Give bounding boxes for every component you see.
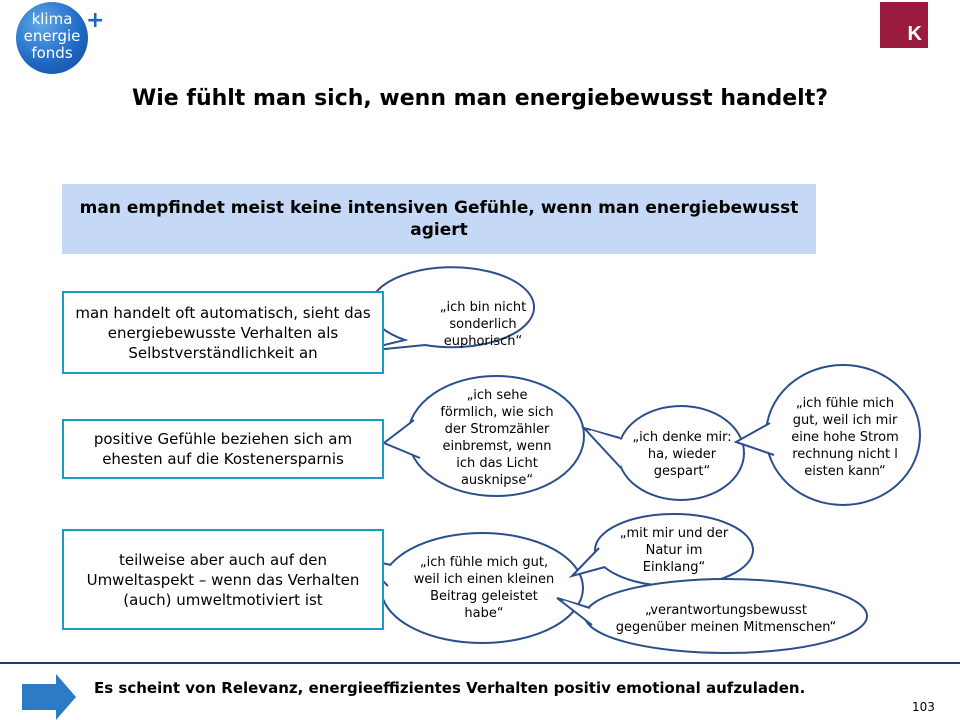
- statement-box-environment: [62, 529, 384, 630]
- statement-text-1: man handelt oft automatisch, sieht das energiebewusste Verhalten als Selbstverständlichkeit an: [75, 303, 371, 362]
- page-title: Wie fühlt man sich, wenn man energiebewusst handelt?: [131, 86, 828, 111]
- statement-box-cost-savings: [62, 419, 384, 479]
- logo-line-1: klima: [31, 10, 73, 28]
- logo-plus: +: [86, 8, 105, 33]
- quote-6: „mit mir und der Natur im Einklang“: [619, 525, 729, 575]
- footer-conclusion: Es scheint von Relevanz, energieeffizientes Verhalten positiv emotional aufzuladen.: [94, 679, 806, 697]
- logo-line-2: energie: [23, 27, 81, 45]
- quote-5: „ich fühle mich gut, weil ich einen kleinen Beitrag geleistet habe“: [413, 555, 555, 621]
- quote-1: „ich bin nicht sonderlich euphorisch“: [439, 299, 527, 349]
- logo-line-3: fonds: [31, 44, 73, 62]
- summary-banner-text: man empfindet meist keine intensiven Gefühle, wenn man energiebewusst agiert: [79, 198, 799, 240]
- statement-text-2: positive Gefühle beziehen sich am ehesten auf die Kostenersparnis: [93, 430, 353, 468]
- footer-divider: [0, 662, 960, 664]
- quote-2: „ich sehe förmlich, wie sich der Stromzähler einbremst, wenn ich das Licht ausknipse“: [440, 388, 554, 488]
- arrow-right-icon: [22, 674, 78, 720]
- quote-3: „ich denke mir: ha, wieder gespart“: [632, 429, 732, 479]
- page-number: 103: [912, 700, 935, 714]
- institution-logo-letter: K: [907, 23, 922, 45]
- quote-4: „ich fühle mich gut, weil ich mir eine hohe Stromrechnung nicht leisten kann“: [791, 395, 899, 479]
- quote-7: „verantwortungsbewusst gegenüber meinen Mitmenschen“: [615, 603, 837, 635]
- statement-text-3: teilweise aber auch auf den Umweltaspekt – wenn das Verhalten (auch) umweltmotiviert ist: [86, 550, 360, 609]
- statement-box-automatic: [62, 291, 384, 374]
